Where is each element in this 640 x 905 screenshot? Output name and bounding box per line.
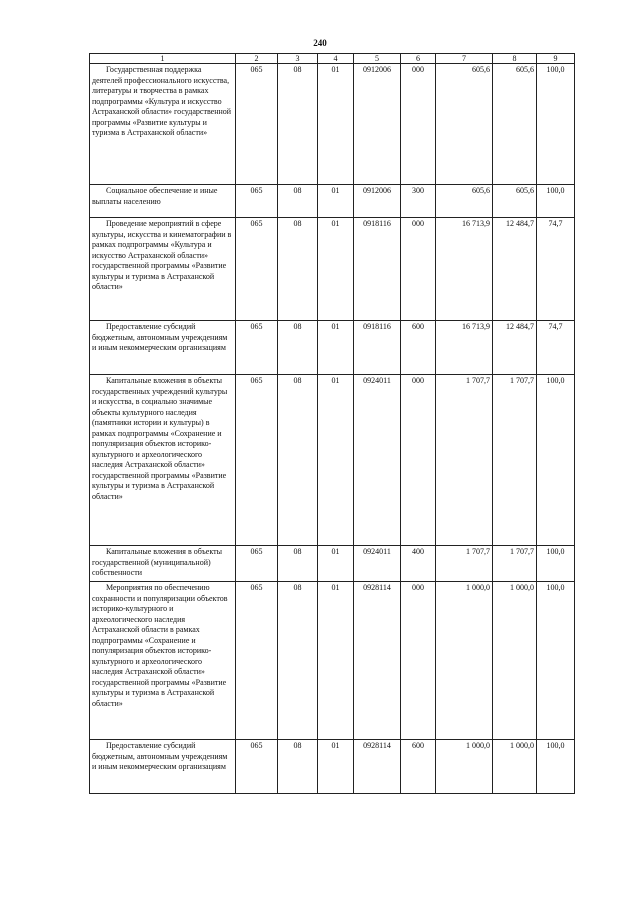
table-cell: 605,6 (436, 64, 493, 185)
table-cell: 065 (236, 740, 278, 794)
table-cell: 01 (318, 546, 354, 582)
header-cell: 6 (401, 54, 436, 64)
table-cell: 600 (401, 321, 436, 375)
table-cell: 0918116 (354, 218, 401, 321)
table-row (90, 582, 575, 740)
description-text: Мероприятия по обеспечению сохранности и популяризации объектов историко-культурного и археологического наследия Астраханской области в рамках подпрограммы «Сохранение и популяризация объектов историко-культурного и археологического наследия Астраханской области» государственной программы «Развитие культуры и туризма в Астраханской области» (92, 583, 228, 708)
description-text: Капитальные вложения в объекты государственной (муниципальной) собственности (92, 547, 222, 577)
table-cell: 0928114 (354, 582, 401, 740)
table-cell: 0924011 (354, 375, 401, 546)
description-text: Проведение мероприятий в сфере культуры, искусства и кинематографии в рамках подпрограммы «Культура и искусство Астраханской области» государственной программы «Развитие культуры и туризма в Астраханской области» (92, 219, 232, 291)
table-cell: 1 000,0 (493, 740, 537, 794)
table-cell: 08 (278, 740, 318, 794)
table-cell: 100,0 (537, 375, 575, 546)
table-cell: 12 484,7 (493, 218, 537, 321)
table-cell: 000 (401, 375, 436, 546)
table-cell: 065 (236, 185, 278, 218)
header-cell: 3 (278, 54, 318, 64)
description-text: Государственная поддержка деятелей профессионального искусства, литературы и творчества в рамках подпрограммы «Культура и искусство Астраханской области» государственной программы «Развитие культуры и туризма в Астраханской области» (92, 65, 232, 137)
table-row (90, 218, 575, 321)
table-cell: 1 000,0 (436, 740, 493, 794)
table-cell: 01 (318, 64, 354, 185)
table-cell: 300 (401, 185, 436, 218)
description-text: Капитальные вложения в объекты государственных учреждений культуры и искусства, в социально значимые объекты культурного наследия (памятники истории и культуры) в рамках подпрограммы «Сохранение и популяризация объектов историко-культурного и археологического наследия Астраханской области» государственной программы «Развитие культуры и туризма в Астраханской области» (92, 376, 228, 501)
table-cell: 065 (236, 321, 278, 375)
table-cell: 600 (401, 740, 436, 794)
table-cell: 605,6 (436, 185, 493, 218)
table-cell: 065 (236, 64, 278, 185)
table-row (90, 64, 575, 185)
row-description (90, 64, 236, 185)
table-cell: 605,6 (493, 185, 537, 218)
header-cell: 2 (236, 54, 278, 64)
table-row (90, 321, 575, 375)
table-cell: 08 (278, 218, 318, 321)
table-cell: 01 (318, 185, 354, 218)
row-description (90, 375, 236, 546)
header-row (90, 54, 575, 64)
table-row (90, 740, 575, 794)
table-cell: 0918116 (354, 321, 401, 375)
table-cell: 100,0 (537, 582, 575, 740)
table-cell: 01 (318, 321, 354, 375)
table-cell: 0928114 (354, 740, 401, 794)
description-text: Социальное обеспечение и иные выплаты населению (92, 186, 218, 206)
header-cell: 1 (90, 54, 236, 64)
table-cell: 08 (278, 582, 318, 740)
table-cell: 08 (278, 375, 318, 546)
table-cell: 100,0 (537, 740, 575, 794)
table-cell: 000 (401, 582, 436, 740)
row-description (90, 185, 236, 218)
table-cell: 16 713,9 (436, 321, 493, 375)
page-number: 240 (313, 38, 327, 48)
table-cell: 08 (278, 321, 318, 375)
description-text: Предоставление субсидий бюджетным, автономным учреждениям и иным некоммерческим организациям (92, 322, 228, 352)
row-description (90, 582, 236, 740)
table-row (90, 375, 575, 546)
header-cell: 5 (354, 54, 401, 64)
table-cell: 065 (236, 218, 278, 321)
table-cell: 100,0 (537, 64, 575, 185)
table-cell: 065 (236, 546, 278, 582)
row-description (90, 321, 236, 375)
header-cell: 9 (537, 54, 575, 64)
header-cell: 8 (493, 54, 537, 64)
table-cell: 01 (318, 375, 354, 546)
table-cell: 1 707,7 (493, 546, 537, 582)
table-cell: 1 707,7 (436, 546, 493, 582)
header-cell: 4 (318, 54, 354, 64)
budget-table (89, 53, 575, 794)
table-cell: 100,0 (537, 185, 575, 218)
table-cell: 0924011 (354, 546, 401, 582)
header-cell: 7 (436, 54, 493, 64)
table-cell: 16 713,9 (436, 218, 493, 321)
table-cell: 1 707,7 (493, 375, 537, 546)
table-cell: 100,0 (537, 546, 575, 582)
table-cell: 065 (236, 375, 278, 546)
table-cell: 1 000,0 (493, 582, 537, 740)
table-cell: 08 (278, 546, 318, 582)
table-cell: 0912006 (354, 185, 401, 218)
table-cell: 000 (401, 218, 436, 321)
table-cell: 1 707,7 (436, 375, 493, 546)
table-cell: 400 (401, 546, 436, 582)
table-cell: 000 (401, 64, 436, 185)
table-cell: 12 484,7 (493, 321, 537, 375)
description-text: Предоставление субсидий бюджетным, автономным учреждениям и иным некоммерческим организациям (92, 741, 228, 771)
table-cell: 74,7 (537, 218, 575, 321)
row-description (90, 218, 236, 321)
table-cell: 74,7 (537, 321, 575, 375)
table-row (90, 546, 575, 582)
table-cell: 1 000,0 (436, 582, 493, 740)
table-cell: 01 (318, 218, 354, 321)
table-cell: 0912006 (354, 64, 401, 185)
table-row (90, 185, 575, 218)
row-description (90, 546, 236, 582)
table-cell: 08 (278, 64, 318, 185)
table-cell: 01 (318, 740, 354, 794)
table-cell: 605,6 (493, 64, 537, 185)
table-cell: 08 (278, 185, 318, 218)
table-cell: 065 (236, 582, 278, 740)
table-cell: 01 (318, 582, 354, 740)
row-description (90, 740, 236, 794)
